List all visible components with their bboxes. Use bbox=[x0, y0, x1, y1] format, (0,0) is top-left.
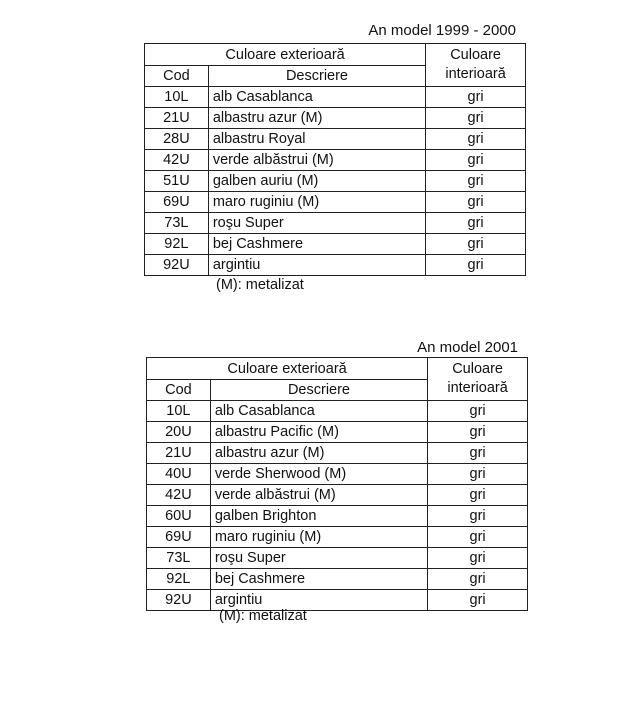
color-code: 10L bbox=[147, 401, 211, 422]
exterior-color-header: Culoare exterioară bbox=[145, 44, 426, 66]
color-code: 69U bbox=[147, 527, 211, 548]
color-code: 73L bbox=[147, 548, 211, 569]
code-header: Cod bbox=[147, 380, 211, 401]
table-row bbox=[147, 548, 528, 569]
table-row bbox=[145, 108, 526, 129]
exterior-color-header: Culoare exterioară bbox=[147, 358, 428, 380]
color-description: alb Casablanca bbox=[210, 401, 427, 422]
color-code: 92U bbox=[145, 255, 209, 276]
interior-color: gri bbox=[428, 548, 528, 569]
color-description: roşu Super bbox=[210, 548, 427, 569]
color-code: 40U bbox=[147, 464, 211, 485]
interior-color: gri bbox=[426, 255, 526, 276]
table-row bbox=[147, 443, 528, 464]
interior-color: gri bbox=[428, 443, 528, 464]
metallic-footnote: (M): metalizat bbox=[219, 608, 307, 624]
interior-color: gri bbox=[426, 129, 526, 150]
table-row bbox=[147, 401, 528, 422]
table-row bbox=[145, 129, 526, 150]
table-row bbox=[145, 234, 526, 255]
table-row bbox=[147, 590, 528, 611]
interior-header-line2: interioară bbox=[445, 66, 506, 82]
color-code: 92L bbox=[147, 569, 211, 590]
color-code: 92U bbox=[147, 590, 211, 611]
description-header: Descriere bbox=[208, 66, 425, 87]
color-code: 73L bbox=[145, 213, 209, 234]
interior-header-line1: Culoare bbox=[452, 361, 503, 377]
color-code: 10L bbox=[145, 87, 209, 108]
color-description: argintiu bbox=[210, 590, 427, 611]
metallic-footnote: (M): metalizat bbox=[216, 277, 304, 293]
interior-color: gri bbox=[426, 87, 526, 108]
table-row bbox=[145, 255, 526, 276]
color-description: maro ruginiu (M) bbox=[210, 527, 427, 548]
color-code: 60U bbox=[147, 506, 211, 527]
model-year-label: An model 1999 - 2000 bbox=[368, 22, 516, 39]
color-code: 42U bbox=[145, 150, 209, 171]
color-description: verde albăstrui (M) bbox=[208, 150, 425, 171]
interior-color: gri bbox=[428, 401, 528, 422]
color-code: 20U bbox=[147, 422, 211, 443]
interior-color: gri bbox=[428, 569, 528, 590]
table-row bbox=[147, 464, 528, 485]
interior-color: gri bbox=[426, 234, 526, 255]
interior-color: gri bbox=[428, 464, 528, 485]
interior-color: gri bbox=[426, 108, 526, 129]
color-description: bej Cashmere bbox=[210, 569, 427, 590]
interior-color: gri bbox=[428, 590, 528, 611]
interior-color: gri bbox=[426, 171, 526, 192]
color-code: 42U bbox=[147, 485, 211, 506]
model-year-label: An model 2001 bbox=[417, 339, 518, 356]
table-row bbox=[145, 192, 526, 213]
color-description: roşu Super bbox=[208, 213, 425, 234]
color-description: verde Sherwood (M) bbox=[210, 464, 427, 485]
interior-header-line2: interioară bbox=[447, 380, 508, 396]
color-description: bej Cashmere bbox=[208, 234, 425, 255]
interior-color: gri bbox=[426, 192, 526, 213]
color-description: albastru azur (M) bbox=[210, 443, 427, 464]
table-row bbox=[147, 485, 528, 506]
color-table bbox=[146, 357, 528, 611]
color-description: galben auriu (M) bbox=[208, 171, 425, 192]
interior-color: gri bbox=[426, 150, 526, 171]
table-row bbox=[145, 150, 526, 171]
color-code: 69U bbox=[145, 192, 209, 213]
color-code: 21U bbox=[147, 443, 211, 464]
table-row bbox=[145, 213, 526, 234]
table-row bbox=[145, 87, 526, 108]
color-code: 28U bbox=[145, 129, 209, 150]
color-table bbox=[144, 43, 526, 276]
interior-header-line1: Culoare bbox=[450, 47, 501, 63]
color-code: 92L bbox=[145, 234, 209, 255]
description-header: Descriere bbox=[210, 380, 427, 401]
color-description: maro ruginiu (M) bbox=[208, 192, 425, 213]
table-row bbox=[147, 569, 528, 590]
table-row bbox=[145, 171, 526, 192]
color-description: alb Casablanca bbox=[208, 87, 425, 108]
interior-color: gri bbox=[428, 485, 528, 506]
color-description: albastru Royal bbox=[208, 129, 425, 150]
interior-color-header bbox=[428, 358, 528, 401]
interior-color-header bbox=[426, 44, 526, 87]
color-description: albastru azur (M) bbox=[208, 108, 425, 129]
table-row bbox=[147, 527, 528, 548]
header-row bbox=[145, 44, 526, 66]
header-row bbox=[147, 358, 528, 380]
color-code: 21U bbox=[145, 108, 209, 129]
table-row bbox=[147, 506, 528, 527]
color-description: argintiu bbox=[208, 255, 425, 276]
color-description: albastru Pacific (M) bbox=[210, 422, 427, 443]
interior-color: gri bbox=[428, 506, 528, 527]
interior-color: gri bbox=[428, 422, 528, 443]
color-description: galben Brighton bbox=[210, 506, 427, 527]
code-header: Cod bbox=[145, 66, 209, 87]
color-code: 51U bbox=[145, 171, 209, 192]
table-row bbox=[147, 422, 528, 443]
interior-color: gri bbox=[428, 527, 528, 548]
interior-color: gri bbox=[426, 213, 526, 234]
color-description: verde albăstrui (M) bbox=[210, 485, 427, 506]
